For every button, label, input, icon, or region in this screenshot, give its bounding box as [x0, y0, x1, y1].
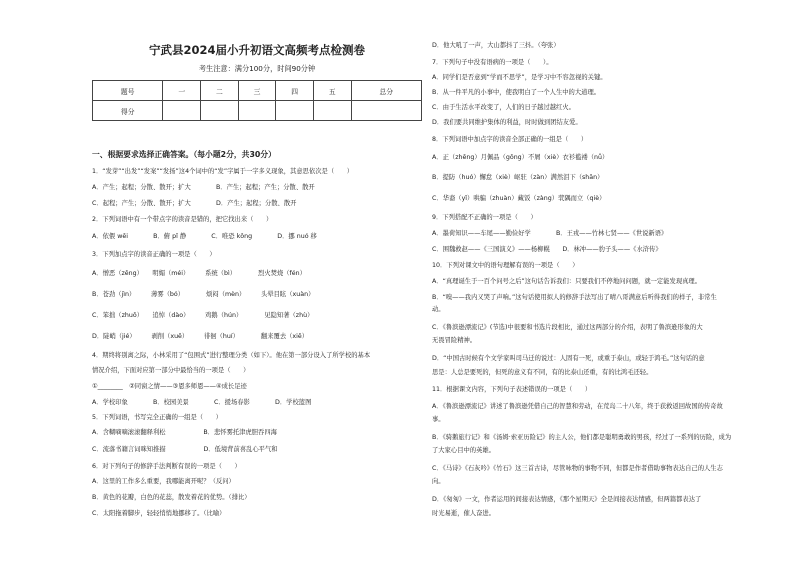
exam-title: 宁武县2024届小升初语文高频考点检测卷: [148, 43, 365, 57]
question-line: D．他大吼了一声，大山都抖了三抖。（夸张）: [432, 42, 560, 49]
question-line: A．依偎 wēi B．俯 pǐ 静 C．唯恐 kǒng D．挪 nuó 移: [92, 233, 317, 240]
score-table: [92, 80, 422, 121]
question-line: ①________ ②同窗之情——③恩多师恩——④成长足迹: [92, 383, 247, 390]
question-line: B．苍劲（jìn） 薄雾（bó） 烦闷（mèn） 头晕目眩（xuàn）: [92, 291, 315, 298]
question-line: 2．下列词语中有一个带点字的读音是错的，把它找出来（ ）: [92, 216, 273, 223]
question-line: 7．下列句子中没有语病的一项是（ ）。: [432, 59, 553, 66]
score-row-label: 得分: [93, 101, 163, 121]
score-header-cell: 二: [201, 81, 239, 101]
question-line: 3．下列加点字的读音正确的一项是（ ）: [92, 251, 216, 258]
question-line: C．流落书籍言词咪知推描 D．低境背前喜乱心平气和: [92, 446, 278, 453]
score-table-score-row: [93, 101, 422, 121]
question-line: 动。: [432, 306, 445, 313]
question-line: C．笨拙（zhuō） 追悼（dào） 鸡鹅（hún） 见隐知著（zhù）: [92, 312, 314, 319]
question-line: A．这里的工作多么重要，我哪能离开呢？（反问）: [92, 478, 235, 485]
question-line: A．同学们是否意到“学而不思学”，是学习中不容忽视的关键。: [432, 74, 607, 81]
section-heading: 一、根据要求选择正确答案。（每小题2分，共30分）: [92, 150, 276, 159]
question-line: 10．下列对课文中的语句理解有误的一项是（ ）: [432, 262, 579, 269]
question-line: C．围魏救赵——《三国演义》——杨柳幌 D．林冲——豹子头——《水浒传》: [432, 246, 662, 253]
question-line: 事。: [432, 416, 445, 423]
score-header-cell: 一: [163, 81, 201, 101]
score-header-cell: 四: [276, 81, 314, 101]
question-line: B．黄色的花瓣，白色的花蕊，散发着花的优势。（排比）: [92, 494, 251, 501]
question-line: C．由于生活水平改变了，人们的日子越过越红火。: [432, 104, 575, 111]
question-line: D．陡峭（jié） 剥削（xuē） 徘徊（huí） 翻来覆去（xiē）: [92, 333, 309, 340]
question-line: 情况介绍，下面对应第一部分中最恰当的一项是（ ）: [92, 367, 250, 374]
score-table-header-row: [93, 81, 422, 101]
question-line: A．憎恶（zēng） 明媚（méi） 系统（bì） 烈火焚烧（fén）: [92, 270, 306, 277]
question-line: 1．“发芽”“出发”“发案”“发扬”这4个词中的“发”字属于一字多义现象，其意思依次是（ ）: [92, 168, 354, 175]
question-line: B．从一件平凡的小事中，使我明白了一个人生中的大道理。: [432, 89, 601, 96]
question-line: 时光易逝，催人奋进。: [432, 510, 495, 517]
question-line: A．正（zhēng）月佩品（gōng）不屑（xiè）衣衫褴褛（nǚ）: [432, 154, 609, 161]
score-entry-cell[interactable]: [313, 101, 351, 121]
score-entry-cell[interactable]: [201, 101, 239, 121]
score-entry-cell[interactable]: [351, 101, 421, 121]
score-entry-cell[interactable]: [276, 101, 314, 121]
question-line: 4．期终将别离之际，小林采用了“包围式”进行整理分类（如下）。他在第一部分设入了所学校的基本: [92, 352, 371, 359]
question-line: 11．根据课文内容，下列句子表述错误的一项是（ ）: [432, 386, 592, 393]
question-line: 8．下列词语中加点字的读音全部正确的一组是（ ）: [432, 136, 588, 143]
score-header-cell: 题号: [93, 81, 163, 101]
question-line: C．《鲁滨逊漂流记》(节选)中很要和书选片段相比，通过这两部分的介绍，表明了鲁滨逊形象的大: [432, 324, 703, 331]
score-entry-cell[interactable]: [163, 101, 201, 121]
question-line: B．提防（huó）懈怠（xiè）岖驻（zàn）满然泪下（shān）: [432, 174, 604, 181]
question-line: B．“嗅——我内又哭了声响。”这句话使用拟人的修辞手法写出了晴八哥满意后听得我们的样子，非常生: [432, 294, 717, 301]
question-line: C．太阳拖着脚步，轻轻悄悄地挪移了。（比喻）: [92, 510, 226, 517]
question-line: A．《鲁滨逊漂流记》讲述了鲁滨逊凭借自己的智慧和劳动，在荒岛二十八年，终于获救返回故国的传奇故: [432, 403, 723, 410]
question-line: A．墨荷知识——车尾——勤俭好学 B．王戎——竹林七贤——《世说新语》: [432, 230, 668, 237]
question-line: 了大家心目中的英雄。: [432, 447, 495, 454]
score-header-cell: 三: [238, 81, 276, 101]
question-line: D．《匆匆》一文，作者运用的间接表达情感，《那个星期天》全是间接表达情感，但两篇都表达了: [432, 496, 702, 503]
question-line: 向。: [432, 478, 445, 485]
question-line: 思是：人总是要死的，但死的意义有不同，有的比泰山还重，有的比鸿毛还轻。: [432, 369, 653, 376]
question-line: B．《骑鹅旅行记》和《汤姆·索亚历险记》的主人公，他们都是聪明勇敢的男孩，经过了一系列的历险，成为: [432, 434, 732, 441]
question-line: C．《马诗》《石灰吟》《竹石》这三首古诗，尽管咏物的事物不同，但都是作者借助事物表达自己的人生志: [432, 465, 723, 472]
question-line: 5．下列词语，书写完全正确的一组是（ ）: [92, 414, 222, 421]
question-line: A．“真理诞生于一百个问号之后”这句话告诉我们：只要我们不停地问问题，就一定能发现真理。: [432, 278, 702, 285]
exam-notice: 考生注意：满分100分，时间90分钟: [198, 64, 316, 73]
question-line: D．我们要共同维护集体的利益，时时做到团结友爱。: [432, 119, 582, 126]
question-line: C．起程；产生；分散、散开；扩大 D．产生；起程；分散、散开: [92, 200, 297, 207]
question-line: D．“中国古时候有个文学家叫司马迁的说过：人固有一死，或重于泰山，或轻于鸿毛。”这句话的意: [432, 355, 705, 362]
question-line: 6．对下列句子的修辞手法判断有误的一项是（ ）: [92, 463, 241, 470]
question-line: A．学校印象 B．校园美景 C．援场春影 D．学校篮图: [92, 399, 312, 406]
question-line: A．含糊嘀嘀滚滚翻释利松 B．悲怀雾托津虎胆吞四海: [92, 429, 277, 436]
question-line: C．华裔（yǐ）哄骗（zhuàn）藏饭（zàng）茕隅而立（qiè）: [432, 195, 606, 202]
question-line: 9．下列搭配不正确的一项是（ ）: [432, 214, 537, 221]
score-entry-cell[interactable]: [238, 101, 276, 121]
question-line: 无畏冒险精神。: [432, 337, 477, 344]
score-header-cell: 五: [313, 81, 351, 101]
score-header-cell: 总分: [351, 81, 421, 101]
question-line: A．产生；起程；分散、散开；扩大 B．产生；起程；产生；分散、散开: [92, 184, 315, 191]
